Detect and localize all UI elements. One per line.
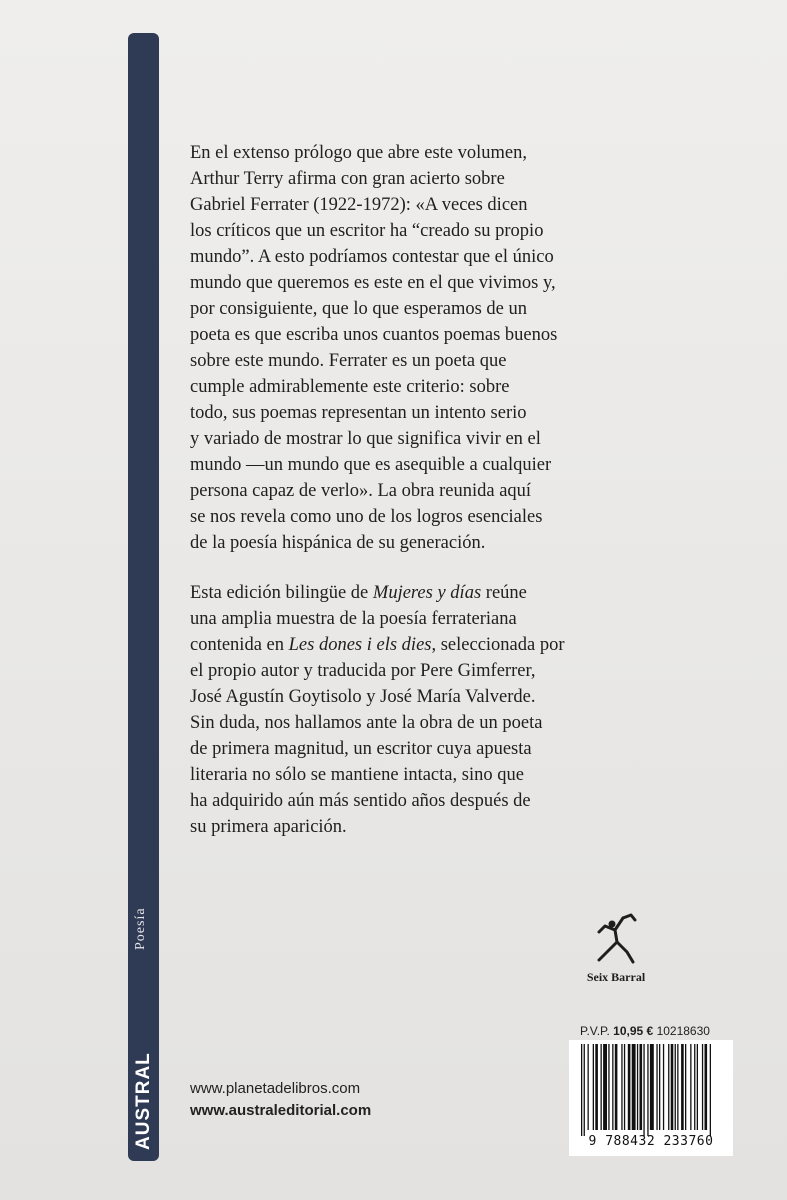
barcode-bar xyxy=(694,1044,695,1130)
text-line: se nos revela como uno de los logros esenciales xyxy=(190,507,543,527)
original-title: Les dones i els dies xyxy=(288,635,432,655)
barcode-bar xyxy=(624,1044,625,1130)
product-code: 10218630 xyxy=(656,1024,710,1038)
barcode-bar xyxy=(643,1044,644,1136)
barcode-bar xyxy=(656,1044,657,1130)
websites xyxy=(190,1078,371,1122)
barcode-bar xyxy=(632,1044,636,1130)
text-line: sobre este mundo. Ferrater es un poeta que xyxy=(190,351,507,371)
text-line: de primera magnitud, un escritor cuya apuesta xyxy=(190,739,532,759)
book-title: Mujeres y días xyxy=(372,583,482,603)
text-line: ha adquirido aún más sentido años después de xyxy=(190,791,531,811)
barcode-bar xyxy=(675,1044,676,1130)
text-line: una amplia muestra de la poesía ferrateriana xyxy=(190,609,517,629)
synopsis xyxy=(190,140,750,840)
barcode-bar xyxy=(640,1044,643,1130)
barcode-bar xyxy=(608,1044,609,1130)
seix-barral-figure-icon xyxy=(593,912,639,966)
barcode-bar xyxy=(595,1044,598,1130)
barcode-bar xyxy=(685,1044,686,1130)
publisher-name: Seix Barral xyxy=(586,970,646,984)
barcode-bar xyxy=(668,1044,669,1130)
barcode-bar xyxy=(697,1044,698,1130)
barcode-bar xyxy=(628,1044,631,1130)
barcode xyxy=(575,1044,727,1136)
text-line: mundo”. A esto podríamos contestar que el único xyxy=(190,247,554,267)
barcode-bar xyxy=(647,1044,648,1136)
barcode-bar xyxy=(681,1044,684,1130)
series-label: AUSTRAL xyxy=(133,1052,154,1150)
text-line: contenida en Les dones i els dies, seleccionada por xyxy=(190,635,565,655)
barcode-bar xyxy=(690,1044,691,1130)
barcode-bar xyxy=(593,1044,594,1130)
text-line: Esta edición bilingüe de Mujeres y días reúne xyxy=(190,583,527,603)
text-line: persona capaz de verlo». La obra reunida aquí xyxy=(190,481,532,501)
text-line: por consiguiente, que lo que esperamos de un xyxy=(190,299,528,319)
barcode-bar xyxy=(637,1044,638,1130)
text-line: todo, sus poemas representan un intento serio xyxy=(190,403,527,423)
barcode-bar xyxy=(710,1044,711,1136)
text-line: cumple admirablemente este criterio: sobre xyxy=(190,377,510,397)
text-line: los críticos que un escritor ha “creado su propio xyxy=(190,221,544,241)
barcode-bar xyxy=(588,1044,589,1130)
text-line: su primera aparición. xyxy=(190,817,347,837)
barcode-bar xyxy=(671,1044,674,1130)
barcode-bar xyxy=(705,1044,708,1130)
barcode-bar xyxy=(584,1044,585,1136)
synopsis-paragraph-1 xyxy=(190,140,750,556)
barcode-bar xyxy=(615,1044,618,1130)
text-line: José Agustín Goytisolo y José María Valverde. xyxy=(190,687,536,707)
price-amount: 10,95 € xyxy=(613,1024,654,1038)
website-link[interactable]: www.australeditorial.com xyxy=(190,1102,372,1119)
collection-label: Poesía xyxy=(133,907,148,950)
text-line: Arthur Terry afirma con gran acierto sobre xyxy=(190,169,505,189)
text-line: de la poesía hispánica de su generación. xyxy=(190,533,486,553)
barcode-bar xyxy=(581,1044,582,1136)
text-line: Gabriel Ferrater (1922-1972): «A veces dicen xyxy=(190,195,528,215)
barcode-bar xyxy=(601,1044,602,1130)
text-line: y variado de mostrar lo que significa vivir en el xyxy=(190,429,541,449)
collection-band xyxy=(128,33,159,1161)
price-label: P.V.P. xyxy=(580,1024,610,1038)
barcode-area xyxy=(569,1040,733,1156)
barcode-bar xyxy=(677,1044,678,1130)
text-line: Sin duda, nos hallamos ante la obra de un poeta xyxy=(190,713,543,733)
barcode-bar xyxy=(621,1044,622,1130)
text-line: mundo —un mundo que es asequible a cualquier xyxy=(190,455,552,475)
synopsis-paragraph-2 xyxy=(190,580,750,840)
website-link[interactable]: www.planetadelibros.com xyxy=(190,1080,361,1097)
text-line: poeta es que escriba unos cuantos poemas buenos xyxy=(190,325,558,345)
isbn-number: 9 788432 233760 xyxy=(588,1134,714,1149)
barcode-bar xyxy=(603,1044,607,1130)
text-line: el propio autor y traducida por Pere Gimferrer, xyxy=(190,661,536,681)
publisher-logo xyxy=(580,912,652,985)
text-line: mundo que queremos es este en el que vivimos y, xyxy=(190,273,556,293)
price-line xyxy=(580,1024,710,1038)
text-line: En el extenso prólogo que abre este volumen, xyxy=(190,143,528,163)
barcode-bar xyxy=(702,1044,703,1130)
barcode-bar xyxy=(612,1044,613,1130)
text-line: literaria no sólo se mantiene intacta, sino que xyxy=(190,765,524,785)
barcode-bar xyxy=(663,1044,664,1130)
barcode-bar xyxy=(659,1044,660,1130)
barcode-bar xyxy=(650,1044,654,1130)
